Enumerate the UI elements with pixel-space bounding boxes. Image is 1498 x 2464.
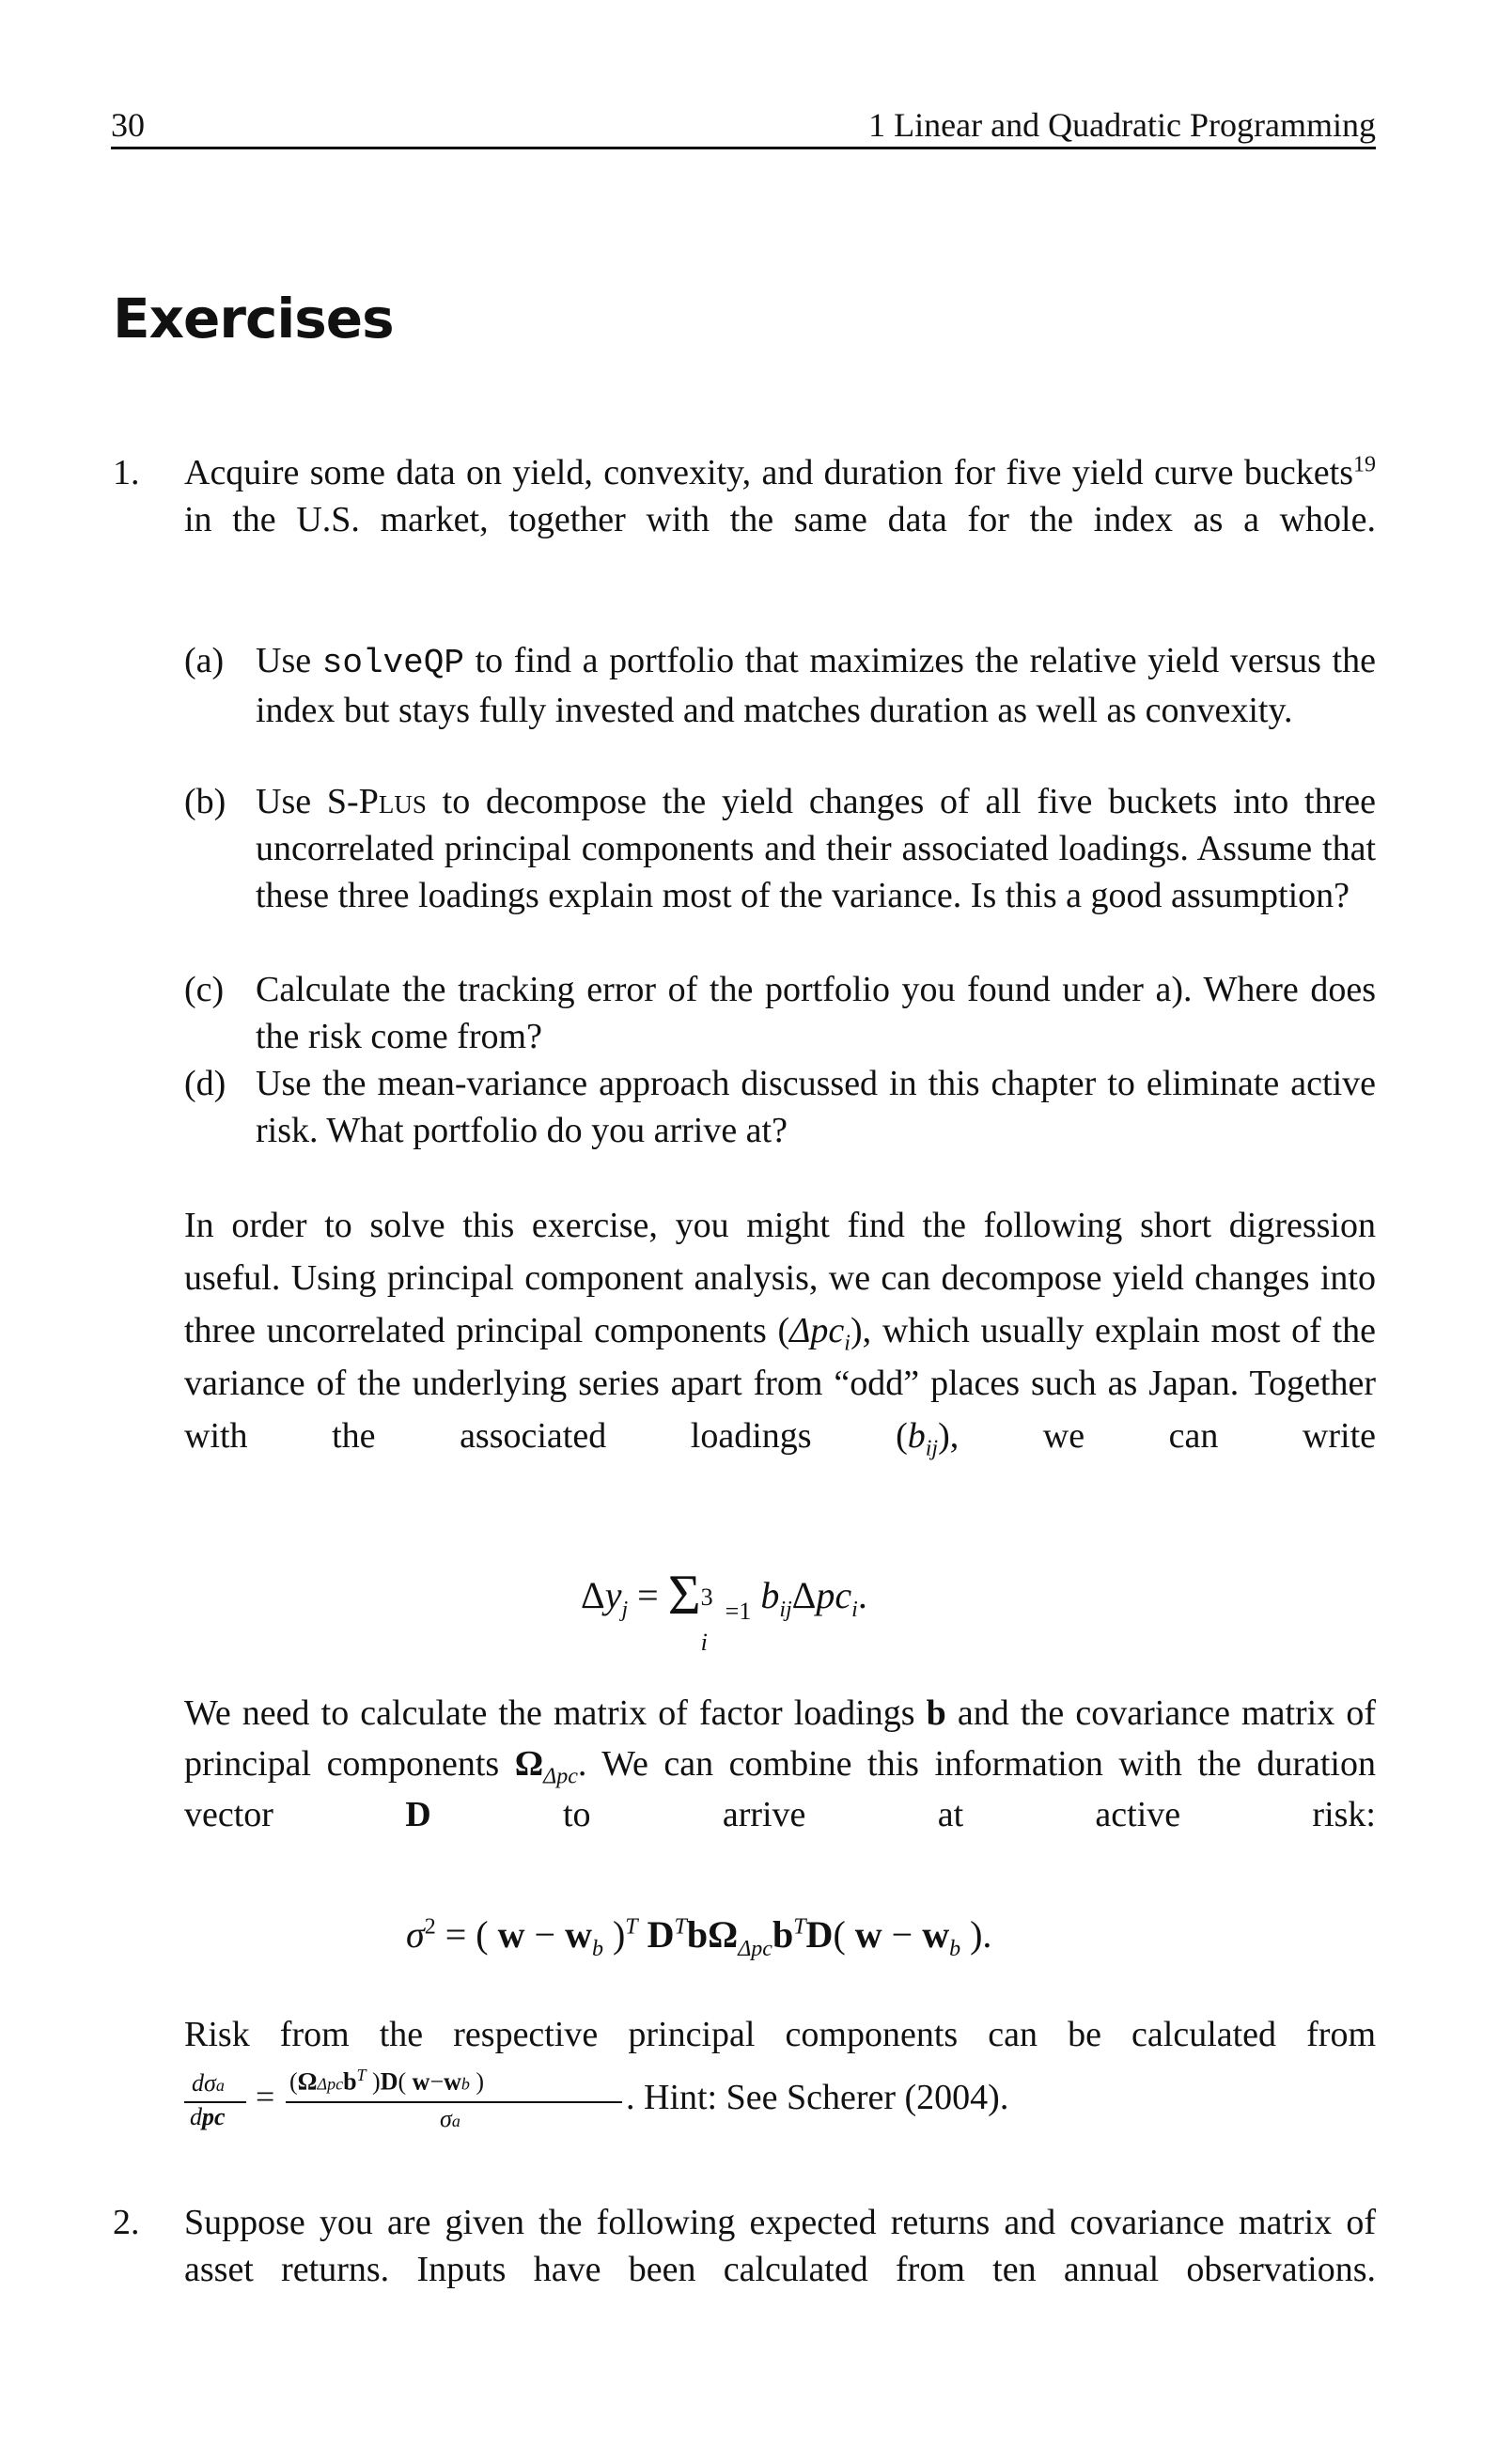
page-number: 30 (111, 106, 145, 144)
page-header (111, 94, 1376, 149)
equation-yield-decomposition: $\Delta y_j = \Sigma$ 3 i $_{=1}$ $b_{ij}\Delta pc_i$. (581, 1564, 867, 1656)
exercise-number: 1. (113, 453, 140, 492)
equation-active-risk: $\sigma^2$ = ( $w - w_b$ )$^T$ $D^Tb\Omega_{\Delta pc}b^TD$( $w - w_b$ ). (406, 1913, 992, 1961)
risk-paragraph: Risk from the respective principal components can be calculated from (184, 2015, 1376, 2054)
code-solveqp: solveQP (321, 644, 464, 682)
splus-name: Plus (358, 782, 427, 821)
exercise-2-text: Suppose you are given the following expected returns and covariance matrix of asset returns. Inputs have been calculated from ten annual observations. (184, 2203, 1376, 2289)
factor-loadings-paragraph: We need to calculate the matrix of factor loadings b and the covariance matrix of principal components $\Omega_{\Delta pc}$. We can combine this information with the duration vector D to arrive at active risk: (184, 1693, 1376, 1834)
digression-paragraph: In order to solve this exercise, you might find the following short digression useful. Using principal component analysis, we can decompose yield changes into three uncorrelated principal components (Δpc$_i$), which usually explain most of the variance of the underlying series apart from “odd” places such as Japan. Together with the associated loadings $(b_{ij})$, we can write (184, 1206, 1377, 1461)
footnote-mark: 19 (1353, 452, 1376, 477)
risk-derivative-formula: dσa dpc = (ΩΔpcb$^T$ )D( w−wb ) σa . Hint: See Scherer (2004). (184, 2064, 1406, 2139)
exercise-number-2: 2. (113, 2203, 140, 2242)
running-title: 1 Linear and Quadratic Programming (868, 106, 1376, 144)
exercise-intro: Acquire some data on yield, convexity, and duration for five yield curve buckets$^{19}$ in the U.S. market, together with the same data for the index as a whole. (184, 452, 1376, 539)
section-title: Exercises (113, 287, 394, 351)
